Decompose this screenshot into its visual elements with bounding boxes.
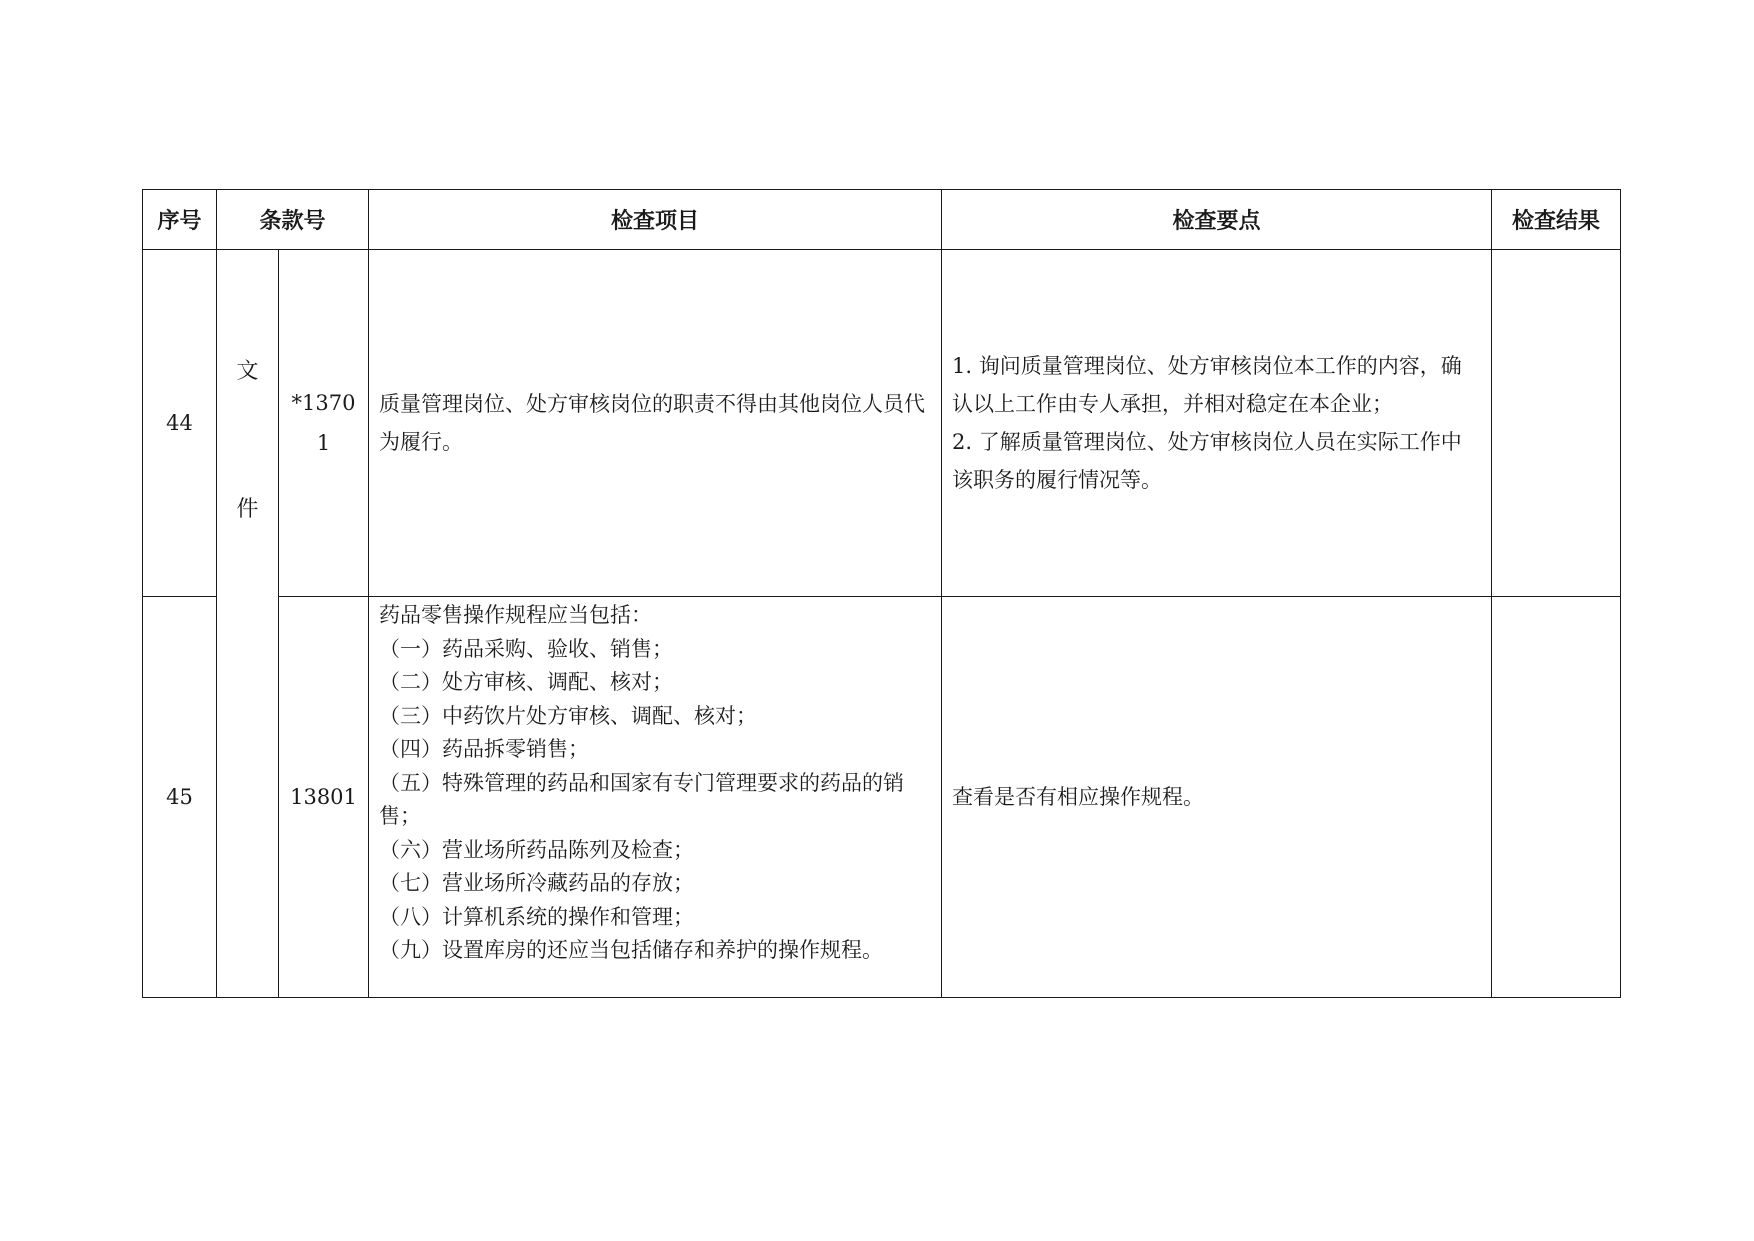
item-line: （五）特殊管理的药品和国家有专门管理要求的药品的销售； <box>379 770 905 828</box>
row-result[interactable] <box>1492 597 1621 998</box>
table-row <box>143 597 1621 998</box>
item-line: （九）设置库房的还应当包括储存和养护的操作规程。 <box>379 938 884 962</box>
category-char-1: 文 <box>236 359 259 384</box>
row-seq: 44 <box>143 250 217 597</box>
item-line: （一）药品采购、验收、销售； <box>379 636 674 661</box>
header-item: 检查项目 <box>369 190 942 250</box>
header-result: 检查结果 <box>1492 190 1621 250</box>
item-line: （七）营业场所冷藏药品的存放； <box>379 871 695 895</box>
table-row <box>143 250 1621 597</box>
category-label <box>217 250 278 526</box>
row-points: 查看是否有相应操作规程。 <box>942 597 1492 998</box>
item-line: 药品零售操作规程应当包括： <box>379 603 653 627</box>
point-1: 1. 询问质量管理岗位、处方审核岗位本工作的内容，确认以上工作由专人承担，并相对稳定在本企业； <box>952 354 1462 416</box>
header-seq: 序号 <box>143 190 217 250</box>
header-points: 检查要点 <box>942 190 1492 250</box>
row-seq: 45 <box>143 597 217 998</box>
item-line: （二）处方审核、调配、核对； <box>379 670 674 694</box>
item-line: （四）药品拆零销售； <box>379 737 590 761</box>
item-line: （八）计算机系统的操作和管理； <box>379 904 695 929</box>
item-line: （三）中药饮片处方审核、调配、核对； <box>379 703 758 728</box>
row-clause <box>279 250 369 597</box>
point-2: 2. 了解质量管理岗位、处方审核岗位人员在实际工作中该职务的履行情况等。 <box>952 430 1462 492</box>
clause-line-2: 1 <box>316 431 331 455</box>
row-item: 质量管理岗位、处方审核岗位的职责不得由其他岗位人员代为履行。 <box>369 250 942 597</box>
category-char-2: 件 <box>236 497 259 522</box>
clause-line-1: *1370 <box>291 391 356 415</box>
inspection-table-wrapper <box>142 189 1620 998</box>
row-points <box>942 250 1492 597</box>
item-line: （六）营业场所药品陈列及检查； <box>379 837 695 862</box>
header-clause: 条款号 <box>217 190 369 250</box>
row-clause: 13801 <box>279 597 369 998</box>
row-item <box>369 597 942 998</box>
inspection-table <box>142 189 1621 998</box>
header-row <box>143 190 1621 250</box>
row-result[interactable] <box>1492 250 1621 597</box>
category-cell <box>217 250 279 998</box>
